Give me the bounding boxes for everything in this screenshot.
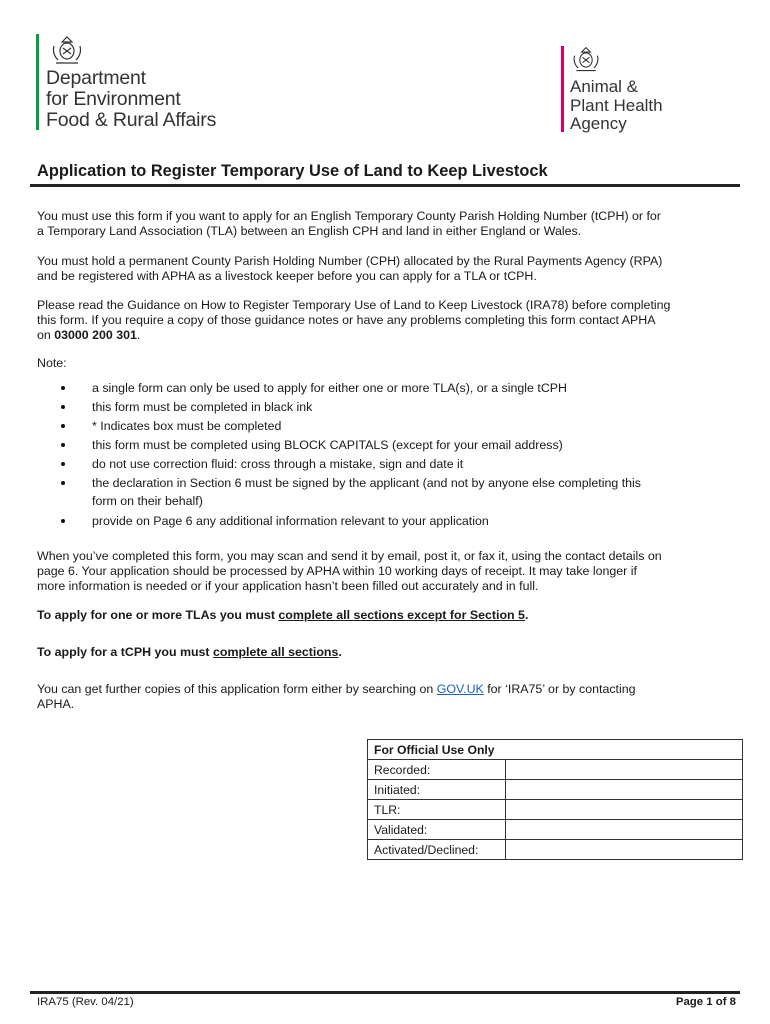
defra-line: Food & Rural Affairs (46, 109, 217, 131)
apha-line: Animal & (570, 77, 639, 96)
apha-wordmark (570, 78, 663, 134)
list-item-text: this form must be completed in black ink (92, 400, 313, 414)
defra-accent-bar (36, 34, 39, 130)
page-title: Application to Register Temporary Use of Land to Keep Livestock (37, 162, 548, 180)
text-fragment: To apply for one or more TLAs you must (37, 608, 279, 622)
row-label: Recorded: (368, 760, 506, 780)
text-fragment: . (524, 608, 529, 622)
row-label: Activated/Declined: (368, 840, 506, 860)
official-use-header: For Official Use Only (368, 740, 743, 760)
defra-line: Department (46, 67, 146, 89)
royal-crest-icon (571, 46, 601, 78)
apha-line: Plant Health (570, 95, 663, 115)
bullet-icon (61, 481, 65, 485)
text-line: this form. If you require a copy of those guidance notes or have any problems completing this form contact APHA (37, 313, 656, 327)
gov-uk-link[interactable]: GOV.UK (436, 682, 484, 696)
text-fragment: for ‘IRA75’ or by contacting (483, 682, 636, 696)
note-label: Note: (37, 356, 67, 370)
text-fragment: . (338, 645, 342, 659)
bullet-icon (61, 462, 65, 466)
defra-line: for Environment (46, 88, 181, 110)
table-row (368, 780, 743, 800)
text-line: When you’ve completed this form, you may scan and send it by email, post it, or fax it, using the contact details on (37, 549, 662, 563)
royal-crest-icon (50, 36, 84, 70)
validated-field[interactable] (506, 820, 743, 840)
text-fragment: complete all sections (213, 645, 339, 659)
page-number: Page 1 of 8 (675, 996, 736, 1008)
text-line: APHA. (37, 697, 75, 711)
table-row (368, 760, 743, 780)
tla-instruction (37, 608, 528, 622)
text-fragment: To apply for a tCPH you must (37, 645, 214, 659)
copies-paragraph (37, 682, 737, 712)
list-item-text: * Indicates box must be completed (92, 419, 282, 433)
tlr-field[interactable] (506, 800, 743, 820)
submission-paragraph (37, 549, 737, 594)
table-row (368, 800, 743, 820)
table-row (368, 840, 743, 860)
bullet-icon (61, 519, 65, 523)
list-item-text: a single form can only be used to apply for either one or more TLA(s), or a single tCPH (92, 381, 567, 395)
tcph-instruction (37, 645, 342, 659)
defra-wordmark (46, 68, 216, 131)
intro-paragraph (37, 209, 737, 239)
defra-logo (36, 34, 246, 134)
bullet-icon (61, 405, 65, 409)
text-line: Please read the Guidance on How to Register Temporary Use of Land to Keep Livestock (IRA78) before completing (37, 298, 671, 312)
text-fragment: You can get further copies of this application form either by searching on (37, 682, 437, 696)
list-item-text: provide on Page 6 any additional information relevant to your application (92, 514, 489, 528)
activated-declined-field[interactable] (506, 840, 743, 860)
apha-logo (561, 46, 711, 136)
footer-divider (30, 991, 740, 994)
apha-phone-number: 03000 200 301 (54, 328, 137, 342)
text-line: more information is needed or if your application hasn’t been filled out accurately and in full. (37, 579, 539, 593)
text-fragment: . (136, 328, 141, 342)
title-divider (30, 184, 740, 187)
text-line: You must hold a permanent County Parish Holding Number (CPH) allocated by the Rural Payments Agency (RPA) (37, 254, 663, 268)
list-item-text: the declaration in Section 6 must be signed by the applicant (and not by anyone else completing this (92, 476, 641, 490)
text-fragment: complete all sections except for Section 5 (278, 608, 525, 622)
form-reference: IRA75 (Rev. 04/21) (37, 996, 134, 1008)
cph-paragraph (37, 254, 737, 284)
text-line (37, 682, 737, 697)
text-line: You must use this form if you want to apply for an English Temporary County Parish Holding Number (tCPH) or for (37, 209, 661, 223)
text-fragment: on (37, 328, 55, 342)
official-use-table (367, 739, 743, 860)
bullet-icon (61, 424, 65, 428)
apha-line: Agency (570, 114, 627, 133)
row-label: Validated: (368, 820, 506, 840)
list-item-text: form on their behalf) (92, 494, 203, 508)
text-line: a Temporary Land Association (TLA) between an English CPH and land in either England or Wales. (37, 224, 582, 238)
table-row (368, 820, 743, 840)
recorded-field[interactable] (506, 760, 743, 780)
guidance-paragraph (37, 298, 737, 343)
text-line: and be registered with APHA as a livestock keeper before you can apply for a TLA or tCPH. (37, 269, 537, 283)
row-label: Initiated: (368, 780, 506, 800)
list-item-text: this form must be completed using BLOCK CAPITALS (except for your email address) (92, 438, 563, 452)
initiated-field[interactable] (506, 780, 743, 800)
list-item-text: do not use correction fluid: cross through a mistake, sign and date it (92, 457, 464, 471)
bullet-icon (61, 443, 65, 447)
row-label: TLR: (368, 800, 506, 820)
text-line: page 6. Your application should be processed by APHA within 10 working days of receipt. It may take longer if (37, 564, 637, 578)
apha-accent-bar (561, 46, 564, 132)
text-line (37, 328, 737, 343)
bullet-icon (61, 386, 65, 390)
